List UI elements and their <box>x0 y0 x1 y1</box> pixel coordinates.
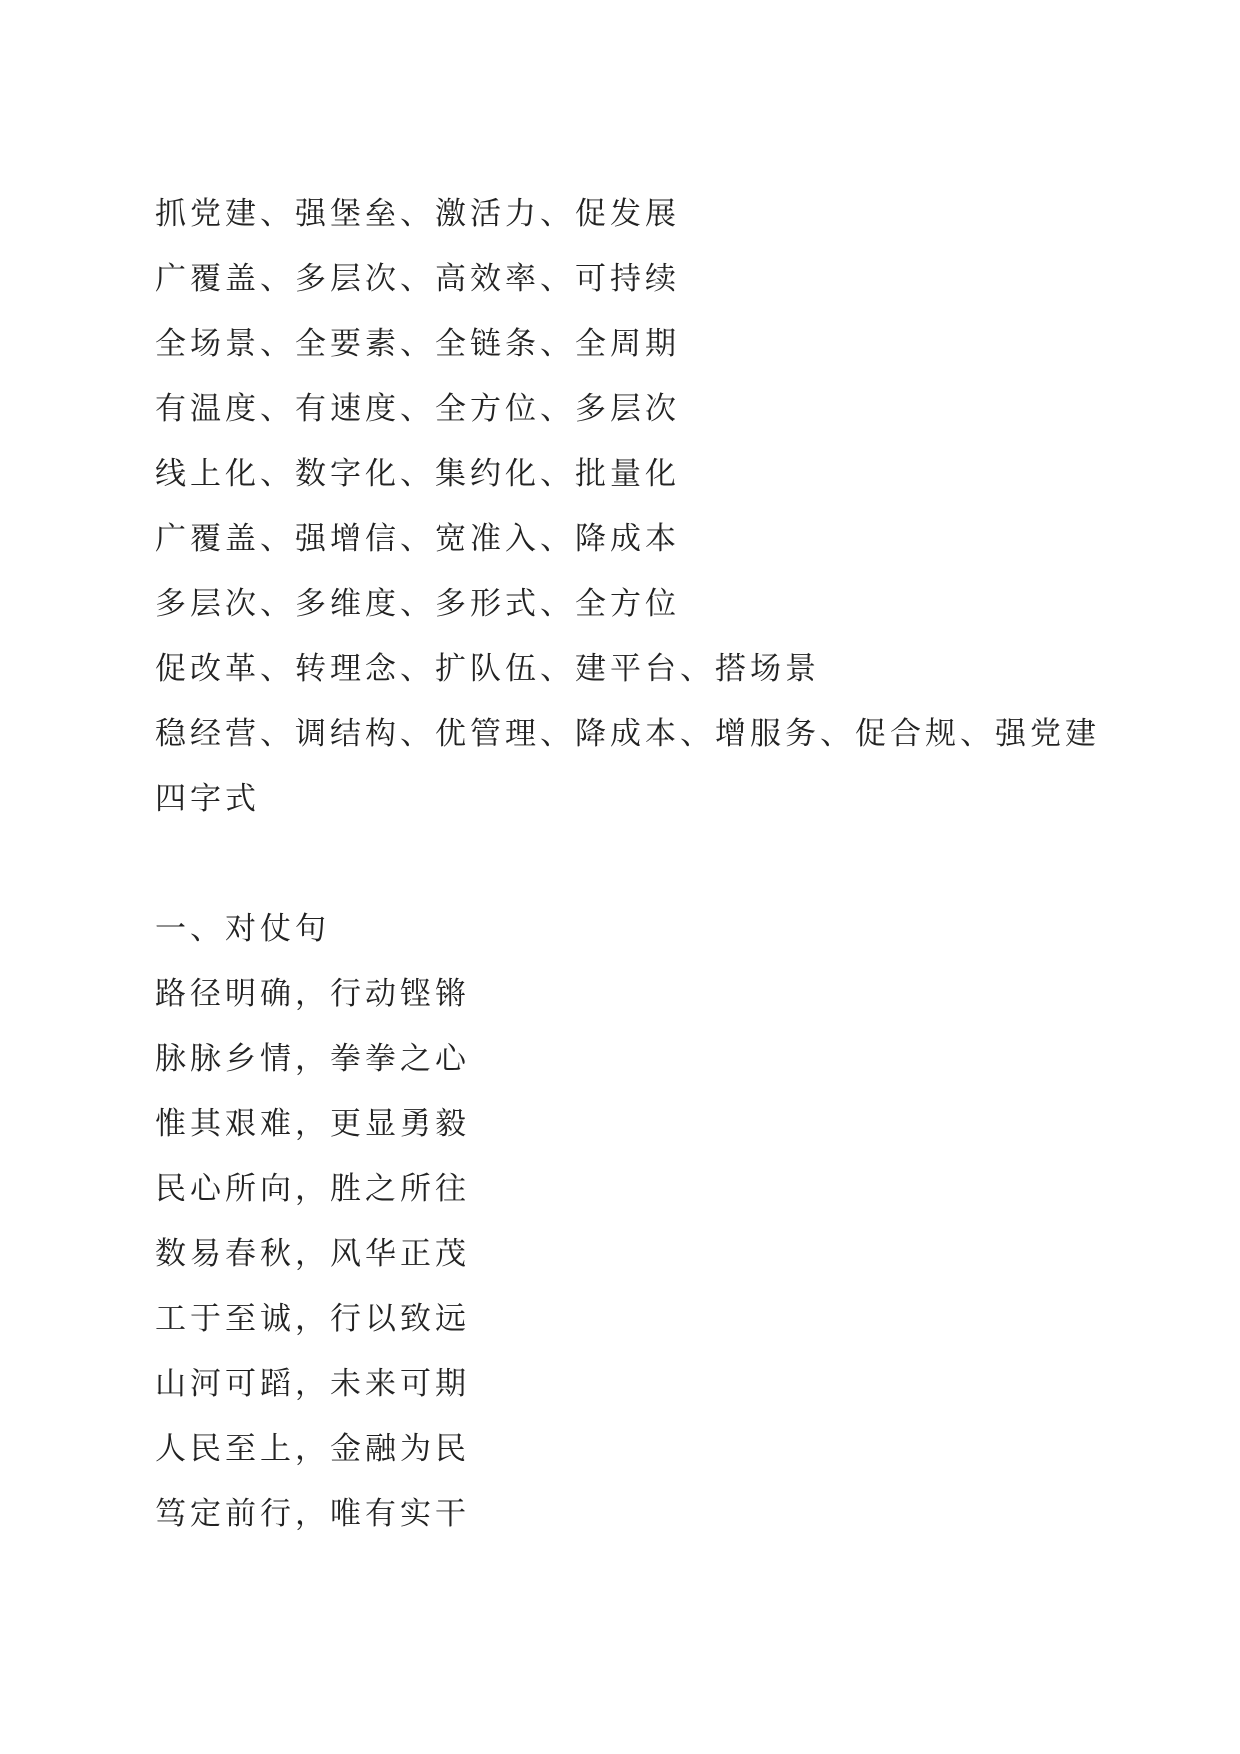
section-label: 四字式 <box>155 781 260 817</box>
text-line: 有温度、有速度、全方位、多层次 <box>155 391 680 427</box>
text-line: 多层次、多维度、多形式、全方位 <box>155 586 680 622</box>
text-line: 数易春秋，风华正茂 <box>155 1236 470 1272</box>
text-line: 促改革、转理念、扩队伍、建平台、搭场景 <box>155 651 820 687</box>
text-line: 广覆盖、强增信、宽准入、降成本 <box>155 521 680 557</box>
text-line: 路径明确，行动铿锵 <box>155 976 470 1012</box>
text-line: 工于至诚，行以致远 <box>155 1301 470 1337</box>
text-line: 民心所向，胜之所往 <box>155 1171 470 1207</box>
text-line: 惟其艰难，更显勇毅 <box>155 1106 470 1142</box>
text-line: 笃定前行，唯有实干 <box>155 1496 470 1532</box>
text-line: 线上化、数字化、集约化、批量化 <box>155 456 680 492</box>
text-line: 抓党建、强堡垒、激活力、促发展 <box>155 196 680 232</box>
text-line: 山河可蹈，未来可期 <box>155 1366 470 1402</box>
text-line: 全场景、全要素、全链条、全周期 <box>155 326 680 362</box>
text-line: 脉脉乡情，拳拳之心 <box>155 1041 470 1077</box>
section-heading: 一、对仗句 <box>155 911 330 947</box>
text-line: 人民至上，金融为民 <box>155 1431 470 1467</box>
text-line: 稳经营、调结构、优管理、降成本、增服务、促合规、强党建 <box>155 716 1100 752</box>
text-line: 广覆盖、多层次、高效率、可持续 <box>155 261 680 297</box>
